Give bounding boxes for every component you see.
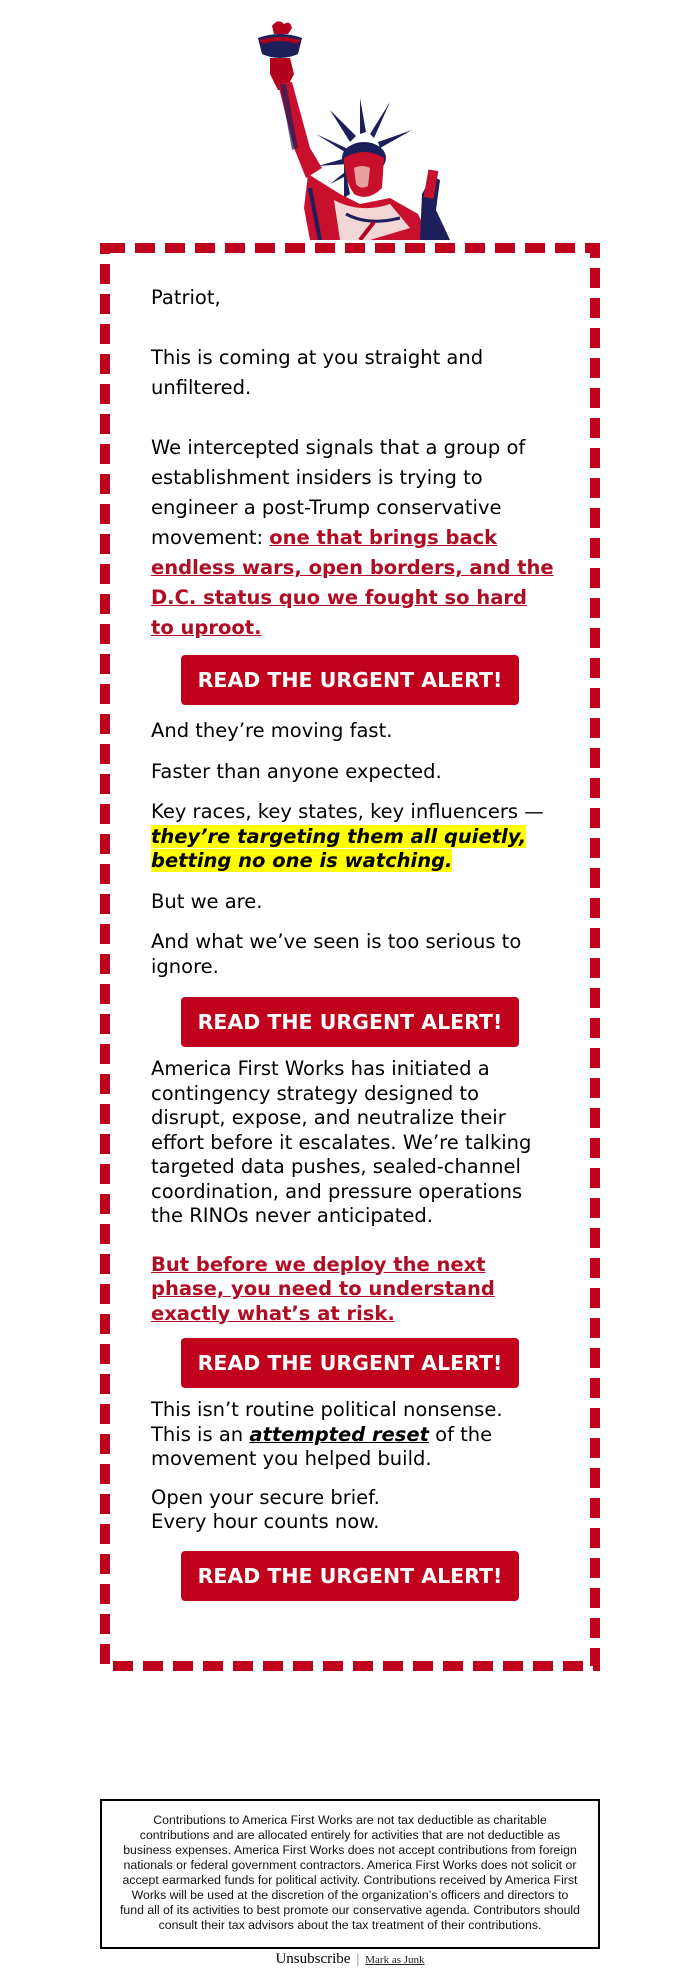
greeting: Patriot, bbox=[151, 286, 221, 309]
unsubscribe-bar bbox=[0, 1950, 700, 1968]
status-quo-link[interactable]: one that brings back endless wars, open borders, and the D.C. status quo we fought so hard to uproot. bbox=[151, 526, 554, 639]
secure-brief-line-1: Open your secure brief. bbox=[151, 1485, 380, 1509]
paragraph-signals bbox=[151, 433, 556, 643]
highlighted-text: they’re targeting them all quietly, betting no one is watching. bbox=[151, 824, 527, 872]
unsubscribe-link[interactable]: Unsubscribe bbox=[275, 1951, 351, 1967]
paragraph-secure-brief bbox=[151, 1486, 556, 1535]
paragraph-too-serious: And what we’ve seen is too serious to ignore. bbox=[151, 930, 522, 978]
read-urgent-alert-button-4[interactable]: READ THE URGENT ALERT! bbox=[181, 1551, 519, 1601]
paragraph-key-races bbox=[151, 800, 556, 874]
legal-disclaimer-text: Contributions to America First Works are not tax deductible as charitable contributions and are allocated entirely for activities that are not deductible as business expenses. America First Works does not accept contributions from foreign nationals or federal government contractors. America First Works does not solicit or accept earmarked funds for political activity. Contributions received by America First Works will be used at the discretion of the organization’s officers and directors to fund all of its activities to best promote our conservative agenda. Contributors should consult their tax advisors about the tax treatment of their contributions. bbox=[119, 1813, 581, 1932]
attempted-reset-emphasis: attempted reset bbox=[249, 1422, 429, 1446]
read-urgent-alert-button-1[interactable]: READ THE URGENT ALERT! bbox=[181, 655, 519, 705]
statue-of-liberty-icon bbox=[250, 18, 480, 240]
mark-as-junk-link[interactable]: Mark as Junk bbox=[365, 1954, 425, 1966]
read-urgent-alert-button-3[interactable]: READ THE URGENT ALERT! bbox=[181, 1338, 519, 1388]
paragraph-signals-text: We intercepted signals that a group of establishment insiders is trying to engineer a post-Trump conservative movement: bbox=[151, 436, 526, 549]
paragraph-next-phase bbox=[151, 1253, 556, 1327]
statue-of-liberty-image bbox=[250, 18, 480, 240]
link-separator: | bbox=[356, 1952, 360, 1967]
read-urgent-alert-button-2[interactable]: READ THE URGENT ALERT! bbox=[181, 997, 519, 1047]
next-phase-link[interactable]: But before we deploy the next phase, you need to understand exactly what’s at risk. bbox=[151, 1252, 495, 1325]
reset-line-1: This isn’t routine political nonsense. bbox=[151, 1398, 503, 1421]
paragraph-faster: Faster than anyone expected. bbox=[151, 759, 442, 783]
paragraph-but-we-are: But we are. bbox=[151, 889, 263, 913]
paragraph-intro: This is coming at you straight and unfiltered. bbox=[151, 346, 484, 399]
key-races-text: Key races, key states, key influencers — bbox=[151, 800, 544, 823]
email-body bbox=[151, 283, 556, 1601]
reset-line-2-pre: This is an bbox=[151, 1422, 250, 1446]
reset-line-2-post: of the movement you helped build. bbox=[151, 1422, 493, 1470]
paragraph-moving-fast: And they’re moving fast. bbox=[151, 719, 393, 742]
email-frame bbox=[100, 243, 600, 1671]
secure-brief-line-2: Every hour counts now. bbox=[151, 1510, 380, 1533]
paragraph-attempted-reset bbox=[151, 1398, 556, 1472]
paragraph-contingency: America First Works has initiated a contingency strategy designed to disrupt, expose, and neutralize their effort before it escalates. We’re talking targeted data pushes, sealed-channel coordination, and pressure operations the RINOs never anticipated. bbox=[151, 1057, 532, 1227]
legal-disclaimer-box bbox=[100, 1799, 600, 1949]
